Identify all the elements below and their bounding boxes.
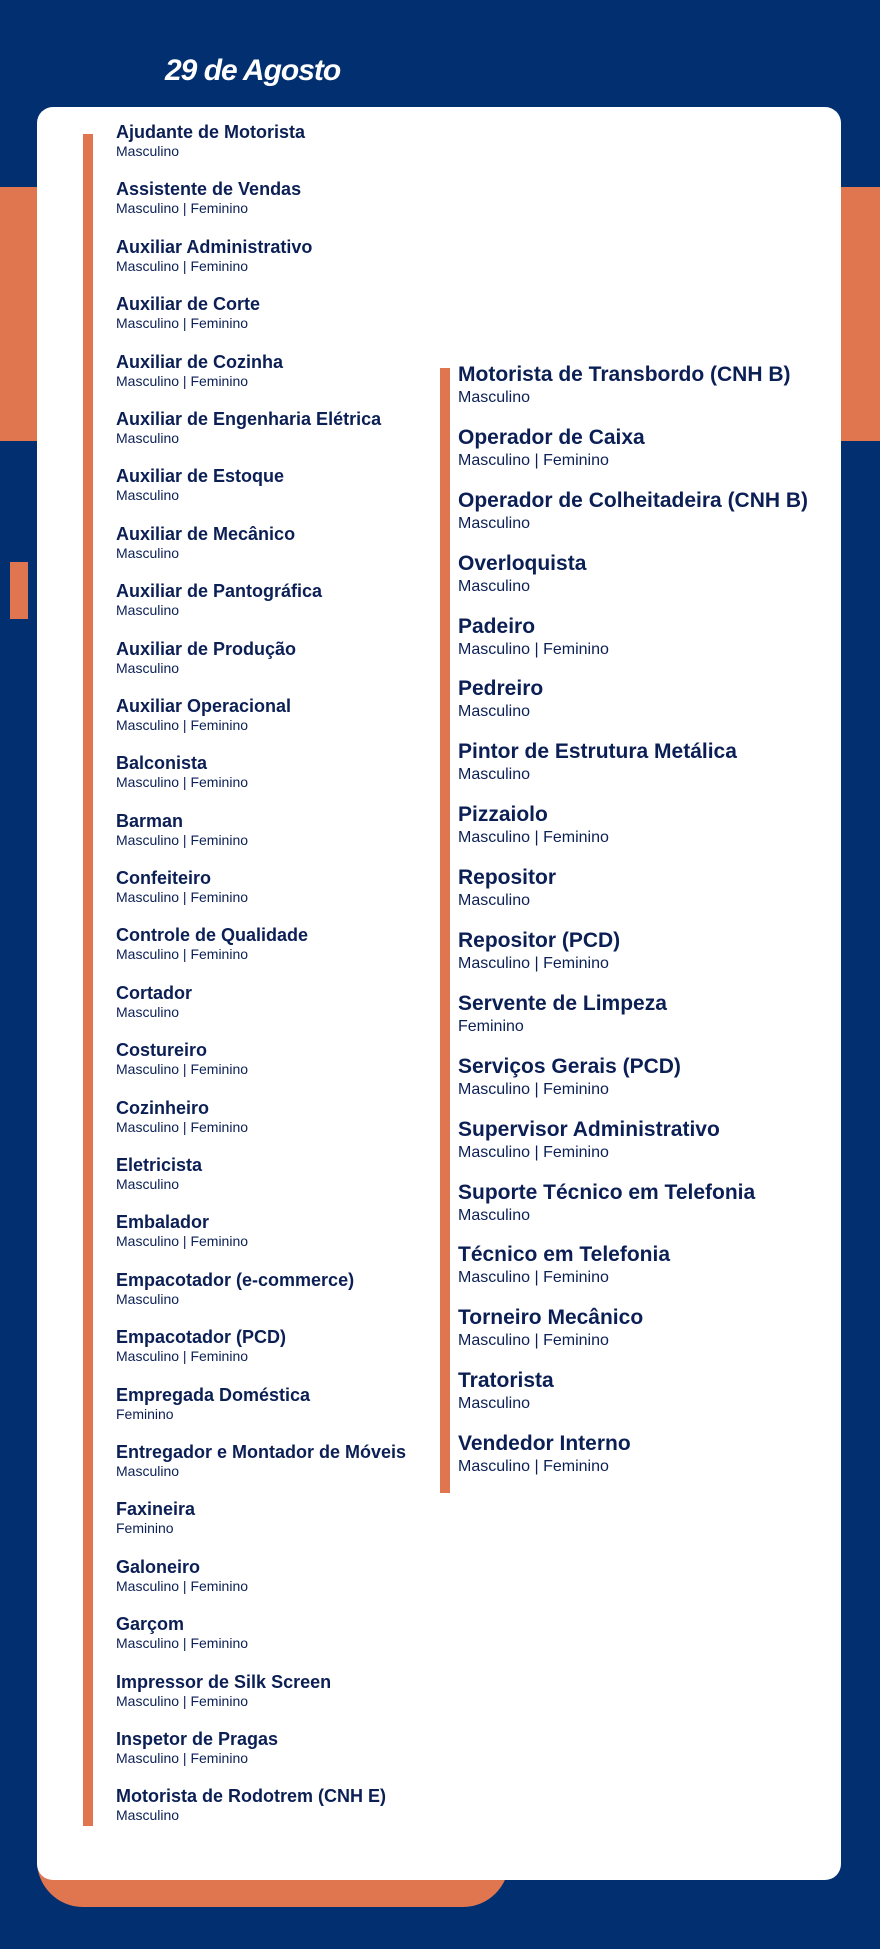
job-title: Balconista bbox=[116, 753, 208, 774]
job-item bbox=[458, 1431, 808, 1494]
job-title: Motorista de Transbordo (CNH B) bbox=[458, 363, 791, 386]
job-title: Ajudante de Motorista bbox=[116, 122, 306, 142]
job-title: Auxiliar Administrativo bbox=[116, 236, 313, 257]
job-gender: Masculino | Feminino bbox=[116, 1061, 249, 1078]
job-title: Galoneiro bbox=[116, 1556, 201, 1577]
right-column-accent-bar bbox=[440, 368, 450, 1493]
job-item bbox=[116, 1556, 406, 1613]
job-title: Faxineira bbox=[116, 1499, 196, 1520]
job-item bbox=[116, 810, 406, 867]
page-title: 29 de Agosto bbox=[165, 54, 341, 87]
job-item bbox=[116, 695, 406, 752]
job-item bbox=[116, 1154, 406, 1211]
job-item bbox=[116, 638, 406, 695]
job-item bbox=[116, 982, 406, 1039]
job-gender: Masculino bbox=[116, 1003, 180, 1020]
job-gender: Masculino | Feminino bbox=[458, 829, 609, 847]
job-title: Cozinheiro bbox=[116, 1097, 209, 1118]
job-gender: Masculino | Feminino bbox=[458, 451, 609, 469]
job-title: Pintor de Estrutura Metálica bbox=[458, 740, 737, 764]
job-item bbox=[458, 739, 808, 802]
job-item bbox=[116, 1785, 406, 1842]
job-item bbox=[116, 1326, 406, 1383]
job-title: Auxiliar de Mecânico bbox=[116, 523, 296, 544]
job-item bbox=[458, 1368, 808, 1431]
job-gender: Masculino | Feminino bbox=[116, 1692, 249, 1709]
job-item bbox=[458, 1242, 808, 1305]
job-gender: Masculino | Feminino bbox=[458, 1143, 609, 1161]
job-gender: Masculino bbox=[458, 892, 531, 910]
job-title: Auxiliar de Pantográfica bbox=[116, 581, 323, 602]
job-gender: Masculino | Feminino bbox=[116, 1635, 249, 1652]
job-item bbox=[116, 924, 406, 981]
job-item bbox=[116, 1498, 406, 1555]
job-title: Auxiliar de Corte bbox=[116, 294, 261, 315]
job-gender: Masculino bbox=[116, 659, 180, 676]
job-item bbox=[458, 928, 808, 991]
job-title: Cortador bbox=[116, 982, 192, 1003]
job-gender: Masculino bbox=[458, 1206, 531, 1224]
job-title: Barman bbox=[116, 810, 184, 831]
job-item bbox=[458, 362, 808, 425]
job-item bbox=[458, 1180, 808, 1243]
job-gender: Masculino bbox=[116, 487, 180, 504]
job-title: Empregada Doméstica bbox=[116, 1384, 311, 1405]
job-gender: Masculino | Feminino bbox=[116, 200, 249, 217]
job-gender: Masculino bbox=[458, 514, 531, 532]
job-gender: Masculino bbox=[116, 1176, 180, 1193]
job-item bbox=[116, 523, 406, 580]
job-gender: Masculino | Feminino bbox=[116, 1118, 249, 1135]
job-gender: Masculino bbox=[116, 1462, 180, 1479]
right-job-list bbox=[458, 362, 808, 1494]
job-item bbox=[116, 465, 406, 522]
job-title: Repositor (PCD) bbox=[458, 929, 621, 953]
job-gender: Masculino bbox=[458, 703, 531, 721]
job-title: Motorista de Rodotrem (CNH E) bbox=[116, 1786, 386, 1807]
job-gender: Masculino | Feminino bbox=[116, 946, 249, 963]
job-gender: Masculino | Feminino bbox=[116, 831, 249, 848]
job-title: Empacotador (e-commerce) bbox=[116, 1269, 355, 1290]
job-item bbox=[458, 1305, 808, 1368]
job-gender: Masculino bbox=[116, 143, 180, 159]
job-item bbox=[458, 991, 808, 1054]
job-title: Eletricista bbox=[116, 1155, 203, 1176]
job-gender: Masculino | Feminino bbox=[116, 1233, 249, 1250]
job-gender: Masculino | Feminino bbox=[116, 774, 249, 791]
job-item bbox=[458, 802, 808, 865]
job-gender: Masculino | Feminino bbox=[116, 257, 249, 274]
job-gender: Masculino | Feminino bbox=[116, 315, 249, 332]
job-item bbox=[116, 408, 406, 465]
job-title: Empacotador (PCD) bbox=[116, 1327, 287, 1348]
job-title: Embalador bbox=[116, 1212, 210, 1233]
job-item bbox=[458, 551, 808, 614]
job-title: Pedreiro bbox=[458, 677, 544, 701]
job-title: Serviços Gerais (PCD) bbox=[458, 1054, 681, 1078]
job-gender: Masculino bbox=[458, 766, 531, 784]
job-gender: Masculino | Feminino bbox=[458, 955, 609, 973]
job-gender: Feminino bbox=[458, 1017, 524, 1035]
job-gender: Masculino bbox=[116, 602, 180, 619]
job-gender: Masculino | Feminino bbox=[458, 1458, 609, 1476]
job-title: Suporte Técnico em Telefonia bbox=[458, 1180, 756, 1204]
job-item bbox=[116, 121, 406, 178]
job-gender: Masculino bbox=[116, 429, 180, 446]
job-gender: Masculino | Feminino bbox=[458, 1080, 609, 1098]
job-title: Inspetor de Pragas bbox=[116, 1728, 279, 1749]
job-item bbox=[458, 1117, 808, 1180]
job-title: Técnico em Telefonia bbox=[458, 1243, 670, 1267]
job-item bbox=[116, 1097, 406, 1154]
job-item bbox=[458, 865, 808, 928]
job-title: Supervisor Administrativo bbox=[458, 1117, 720, 1141]
job-item bbox=[116, 293, 406, 350]
job-title: Tratorista bbox=[458, 1369, 554, 1393]
decorative-orange-block-right bbox=[841, 187, 880, 441]
job-item bbox=[116, 236, 406, 293]
decorative-orange-block-left bbox=[0, 187, 39, 441]
job-gender: Masculino bbox=[116, 1807, 180, 1824]
job-title: Pizzaiolo bbox=[458, 803, 548, 827]
job-item bbox=[116, 1269, 406, 1326]
job-title: Torneiro Mecânico bbox=[458, 1306, 644, 1330]
job-title: Assistente de Vendas bbox=[116, 179, 302, 200]
job-item bbox=[116, 1671, 406, 1728]
job-gender: Masculino | Feminino bbox=[458, 1332, 609, 1350]
job-gender: Masculino bbox=[116, 1290, 180, 1307]
job-item bbox=[116, 178, 406, 235]
decorative-orange-tab bbox=[10, 562, 28, 619]
job-item bbox=[458, 676, 808, 739]
job-gender: Masculino bbox=[458, 1395, 531, 1413]
job-item bbox=[116, 580, 406, 637]
job-item bbox=[116, 867, 406, 924]
job-item bbox=[116, 1211, 406, 1268]
job-title: Impressor de Silk Screen bbox=[116, 1671, 332, 1692]
job-title: Vendedor Interno bbox=[458, 1432, 631, 1456]
job-title: Confeiteiro bbox=[116, 868, 212, 889]
job-title: Auxiliar de Produção bbox=[116, 638, 297, 659]
job-gender: Masculino | Feminino bbox=[458, 1269, 609, 1287]
job-gender: Masculino | Feminino bbox=[116, 889, 249, 906]
job-item bbox=[116, 1039, 406, 1096]
job-gender: Masculino | Feminino bbox=[116, 716, 249, 733]
job-title: Overloquista bbox=[458, 551, 587, 575]
job-gender: Masculino bbox=[458, 577, 531, 595]
job-title: Servente de Limpeza bbox=[458, 991, 667, 1015]
job-title: Operador de Caixa bbox=[458, 425, 645, 449]
job-title: Costureiro bbox=[116, 1040, 208, 1061]
job-item bbox=[116, 752, 406, 809]
job-gender: Masculino | Feminino bbox=[116, 1348, 249, 1365]
job-title: Auxiliar Operacional bbox=[116, 695, 292, 716]
job-title: Controle de Qualidade bbox=[116, 925, 309, 946]
job-item bbox=[116, 351, 406, 408]
job-item bbox=[458, 488, 808, 551]
job-item bbox=[458, 1054, 808, 1117]
job-item bbox=[116, 1441, 406, 1498]
left-job-list bbox=[116, 121, 406, 1843]
job-title: Auxiliar de Engenharia Elétrica bbox=[116, 408, 382, 429]
job-title: Padeiro bbox=[458, 614, 536, 638]
job-item bbox=[116, 1728, 406, 1785]
job-gender: Masculino bbox=[458, 389, 531, 406]
job-gender: Masculino | Feminino bbox=[458, 640, 609, 658]
job-gender: Masculino | Feminino bbox=[116, 1749, 249, 1766]
job-title: Auxiliar de Estoque bbox=[116, 466, 285, 487]
job-item bbox=[458, 425, 808, 488]
job-title: Auxiliar de Cozinha bbox=[116, 351, 284, 372]
job-title: Garçom bbox=[116, 1614, 185, 1635]
job-item bbox=[116, 1384, 406, 1441]
job-gender: Masculino bbox=[116, 544, 180, 561]
job-title: Operador de Colheitadeira (CNH B) bbox=[458, 488, 809, 512]
job-gender: Feminino bbox=[116, 1405, 174, 1422]
job-gender: Feminino bbox=[116, 1520, 174, 1537]
job-title: Repositor bbox=[458, 866, 557, 890]
job-item bbox=[458, 614, 808, 677]
job-gender: Masculino | Feminino bbox=[116, 1577, 249, 1594]
job-title: Entregador e Montador de Móveis bbox=[116, 1441, 407, 1462]
left-column-accent-bar bbox=[83, 134, 93, 1826]
job-item bbox=[116, 1613, 406, 1670]
job-gender: Masculino | Feminino bbox=[116, 372, 249, 389]
